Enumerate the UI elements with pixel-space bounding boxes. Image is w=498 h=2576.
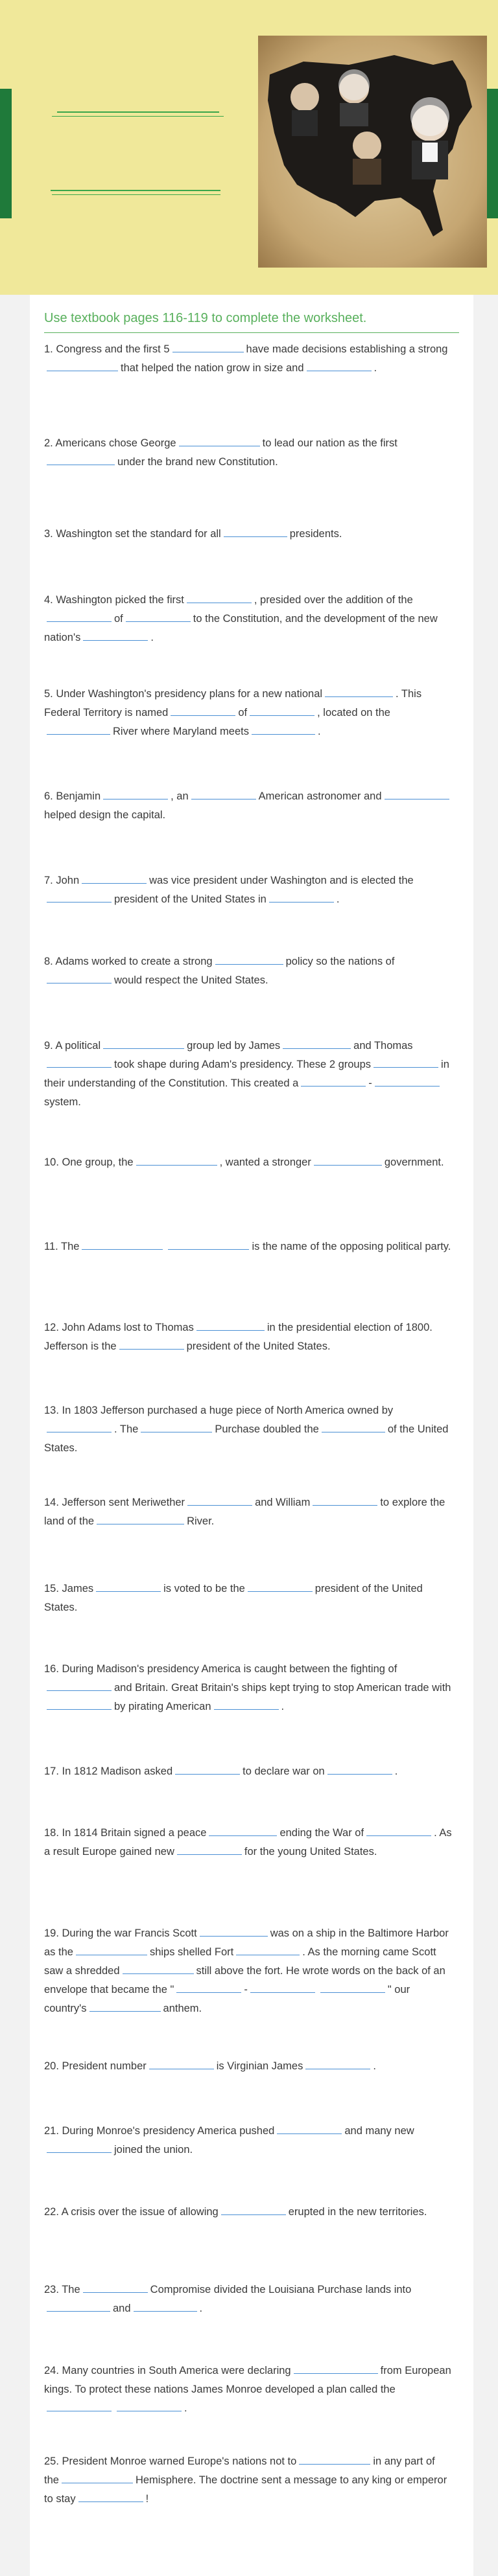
answer-blank[interactable] xyxy=(97,1513,184,1524)
answer-blank[interactable] xyxy=(325,686,393,697)
question-8: 8. Adams worked to create a strong policy so the nations ofwould respect the United States. xyxy=(44,952,453,990)
answer-blank[interactable] xyxy=(175,1764,240,1775)
answer-blank[interactable] xyxy=(47,454,115,465)
question-4: 4. Washington picked the first , presided over the addition of theof to the Constitution, and the development of the new nation's . xyxy=(44,591,453,647)
instruction-rule xyxy=(44,332,459,333)
answer-blank[interactable] xyxy=(136,1155,217,1166)
answer-blank[interactable] xyxy=(47,1421,112,1432)
answer-blank[interactable] xyxy=(171,705,235,716)
answer-blank[interactable] xyxy=(177,1844,242,1855)
question-3: 3. Washington set the standard for all presidents. xyxy=(44,525,453,544)
answer-blank[interactable] xyxy=(294,2363,378,2374)
answer-blank[interactable] xyxy=(283,1038,351,1049)
answer-blank[interactable] xyxy=(366,1825,431,1836)
answer-blank[interactable] xyxy=(385,788,449,799)
answer-blank[interactable] xyxy=(126,611,191,622)
answer-blank[interactable] xyxy=(301,1075,366,1087)
answer-blank[interactable] xyxy=(47,972,112,983)
answer-blank[interactable] xyxy=(83,2282,148,2293)
title-underline-2 xyxy=(52,116,224,117)
answer-blank[interactable] xyxy=(82,873,147,884)
question-14: 14. Jefferson sent Meriwether and William to explore the land of the River. xyxy=(44,1493,453,1531)
question-11: 11. The is the name of the opposing political party. xyxy=(44,1237,453,1256)
question-12: 12. John Adams lost to Thomas in the presidential election of 1800. Jefferson is the president of the United States. xyxy=(44,1318,453,1356)
answer-blank[interactable] xyxy=(269,891,334,903)
question-24: 24. Many countries in South America were declaring from European kings. To protect these nations James Monroe developed a plan called the. xyxy=(44,2362,453,2418)
answer-blank[interactable] xyxy=(89,2001,161,2012)
answer-blank[interactable] xyxy=(179,435,260,446)
title-underline-4 xyxy=(52,194,220,195)
answer-blank[interactable] xyxy=(320,1982,385,1993)
answer-blank[interactable] xyxy=(214,1699,279,1710)
answer-blank[interactable] xyxy=(305,2058,370,2069)
answer-blank[interactable] xyxy=(47,2301,110,2312)
answer-blank[interactable] xyxy=(191,788,256,799)
answer-blank[interactable] xyxy=(209,1825,277,1836)
answer-blank[interactable] xyxy=(196,1320,265,1331)
right-accent-tab xyxy=(486,89,498,218)
question-17: 17. In 1812 Madison asked to declare war on . xyxy=(44,1762,453,1781)
question-15: 15. James is voted to be the president of the United States. xyxy=(44,1580,453,1617)
answer-blank[interactable] xyxy=(252,724,315,735)
answer-blank[interactable] xyxy=(236,1944,300,1955)
presidents-map-image xyxy=(258,36,487,268)
answer-blank[interactable] xyxy=(47,360,118,371)
answer-blank[interactable] xyxy=(47,2142,112,2153)
left-accent-tab xyxy=(0,89,12,218)
answer-blank[interactable] xyxy=(299,2454,370,2465)
answer-blank[interactable] xyxy=(134,2301,197,2312)
answer-blank[interactable] xyxy=(103,1038,184,1049)
question-25: 25. President Monroe warned Europe's nations not to in any part of the Hemisphere. The doctrine sent a message to any king or emperor to stay ! xyxy=(44,2452,453,2509)
answer-blank[interactable] xyxy=(47,1057,112,1068)
question-2: 2. Americans chose George to lead our nation as the firstunder the brand new Constitution. xyxy=(44,434,453,472)
answer-blank[interactable] xyxy=(168,1239,249,1250)
answer-blank[interactable] xyxy=(47,1699,112,1710)
answer-blank[interactable] xyxy=(172,341,244,352)
answer-blank[interactable] xyxy=(176,1982,241,1993)
answer-blank[interactable] xyxy=(313,1495,377,1506)
answer-blank[interactable] xyxy=(250,1982,315,1993)
answer-blank[interactable] xyxy=(200,1926,268,1937)
question-23: 23. The Compromise divided the Louisiana Purchase lands intoand . xyxy=(44,2281,453,2318)
question-16: 16. During Madison's presidency America is caught between the fighting ofand Britain. Great Britain's ships kept trying to stop American trade withby pirating American . xyxy=(44,1663,451,1712)
answer-blank[interactable] xyxy=(314,1155,382,1166)
answer-blank[interactable] xyxy=(215,954,283,965)
answer-blank[interactable] xyxy=(78,2491,143,2502)
question-6: 6. Benjamin , an American astronomer andhelped design the capital. xyxy=(44,787,453,825)
answer-blank[interactable] xyxy=(96,1581,161,1592)
answer-blank[interactable] xyxy=(47,724,110,735)
answer-blank[interactable] xyxy=(248,1581,313,1592)
question-7: 7. John was vice president under Washington and is elected thepresident of the United States in . xyxy=(44,871,453,909)
answer-blank[interactable] xyxy=(119,1339,184,1350)
answer-blank[interactable] xyxy=(141,1421,212,1432)
title-underline-3 xyxy=(51,190,220,191)
answer-blank[interactable] xyxy=(83,630,148,641)
question-5: 5. Under Washington's presidency plans for a new national . This Federal Territory is named of , located on theRiver where Maryland meets . xyxy=(44,685,453,741)
answer-blank[interactable] xyxy=(307,360,372,371)
answer-blank[interactable] xyxy=(62,2472,133,2483)
answer-blank[interactable] xyxy=(47,2400,112,2411)
question-20: 20. President number is Virginian James . xyxy=(44,2057,453,2076)
answer-blank[interactable] xyxy=(123,1963,194,1974)
question-10: 10. One group, the , wanted a stronger government. xyxy=(44,1153,453,1172)
answer-blank[interactable] xyxy=(117,2400,182,2411)
answer-blank[interactable] xyxy=(327,1764,392,1775)
title-underline-1 xyxy=(57,111,219,113)
question-19: 19. During the war Francis Scott was on a ship in the Baltimore Harbor as the ships shelled Fort . As the morning came Scott saw a shredded still above the fort. He wrote words on the back of an envelope that became the " - " our country's anthem. xyxy=(44,1924,453,2018)
question-22: 22. A crisis over the issue of allowing erupted in the new territories. xyxy=(44,2203,453,2222)
question-21: 21. During Monroe's presidency America pushed and many newjoined the union. xyxy=(44,2122,453,2159)
worksheet-card xyxy=(30,295,473,2576)
answer-blank[interactable] xyxy=(187,1495,252,1506)
answer-blank[interactable] xyxy=(277,2123,342,2134)
answer-blank[interactable] xyxy=(187,592,252,603)
answer-blank[interactable] xyxy=(103,788,168,799)
answer-blank[interactable] xyxy=(149,2058,214,2069)
answer-blank[interactable] xyxy=(374,1057,438,1068)
answer-blank[interactable] xyxy=(82,1239,163,1250)
answer-blank[interactable] xyxy=(322,1421,385,1432)
answer-blank[interactable] xyxy=(375,1075,440,1087)
answer-blank[interactable] xyxy=(47,611,112,622)
answer-blank[interactable] xyxy=(221,2204,286,2215)
question-13: 13. In 1803 Jefferson purchased a huge piece of North America owned by. The Purchase doubled the of the United States. xyxy=(44,1405,449,1454)
question-9: 9. A political group led by James and Thomastook shape during Adam's presidency. These 2 groups in their understanding of the Constitution. This created a -system. xyxy=(44,1037,453,1112)
answer-blank[interactable] xyxy=(47,891,112,903)
answer-blank[interactable] xyxy=(47,1680,112,1691)
answer-blank[interactable] xyxy=(250,705,314,716)
instruction-heading: Use textbook pages 116-119 to complete the worksheet. xyxy=(44,311,367,325)
question-18: 18. In 1814 Britain signed a peace ending the War of . As a result Europe gained new for the young United States. xyxy=(44,1824,453,1861)
answer-blank[interactable] xyxy=(224,526,287,537)
answer-blank[interactable] xyxy=(76,1944,147,1955)
question-1: 1. Congress and the first 5 have made decisions establishing a strongthat helped the nation grow in size and . xyxy=(44,340,453,378)
